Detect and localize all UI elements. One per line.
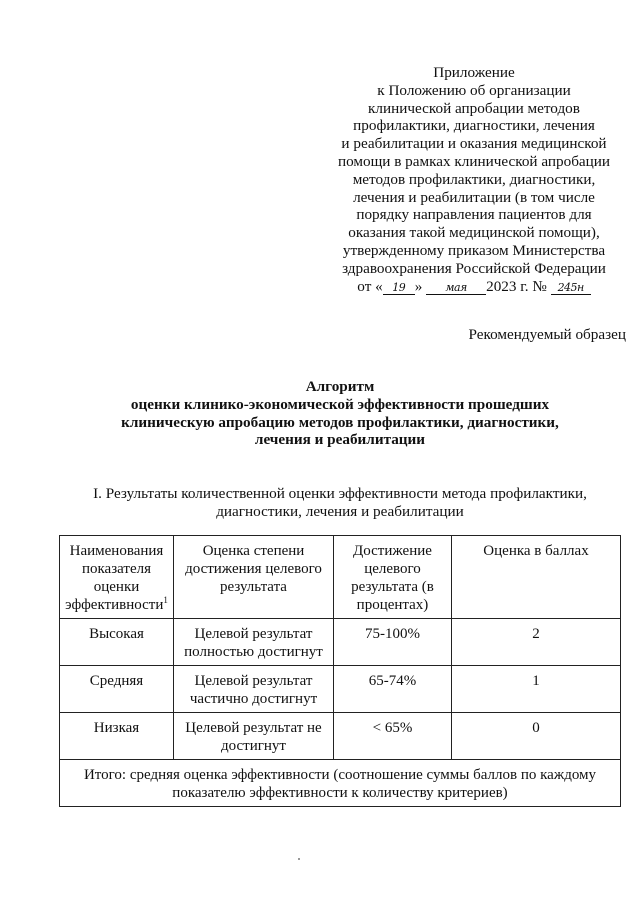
order-year: 2023 г. № [486, 277, 547, 295]
order-prefix: от « [357, 277, 383, 295]
order-mid: » [414, 277, 423, 295]
cell-level: Средняя [60, 666, 174, 713]
cell-assessment: Целевой результат не достигнут [174, 713, 334, 760]
section-line: диагностики, лечения и реабилитации [216, 502, 464, 520]
title-line: клиническую апробацию методов профилактики, диагностики, [121, 413, 559, 431]
section-line: I. Результаты количественной оценки эффективности метода профилактики, [93, 485, 587, 502]
appendix-line: Приложение [433, 64, 515, 81]
header-indicator: Наименования показателя оценки эффективности$^1$ [60, 536, 174, 619]
cell-level: Низкая [60, 713, 174, 760]
document-title [80, 378, 600, 449]
appendix-line: лечения и реабилитации (в том числе [353, 188, 595, 206]
appendix-line: и реабилитации и оказания медицинской [341, 135, 607, 153]
cell-score: 2 [452, 619, 621, 666]
recommended-sample-label: Рекомендуемый образец [468, 326, 626, 343]
section-heading [60, 485, 620, 521]
appendix-line: оказания такой медицинской помощи), [348, 224, 600, 242]
header-achievement: Достижение целевого результата (в процентах) [334, 536, 452, 619]
table-row [60, 666, 621, 713]
appendix-line: профилактики, диагностики, лечения [353, 117, 595, 135]
cell-score: 1 [452, 666, 621, 713]
cell-level: Высокая [60, 619, 174, 666]
cell-score: 0 [452, 713, 621, 760]
appendix-line: помощи в рамках клинической апробации [337, 152, 611, 170]
appendix-line: порядку направления пациентов для [356, 206, 592, 224]
cell-percent: 65-74% [334, 666, 452, 713]
cell-percent: < 65% [334, 713, 452, 760]
order-date-line [318, 278, 630, 296]
cell-assessment: Целевой результат полностью достигнут [174, 619, 334, 666]
table-row [60, 619, 621, 666]
order-number: 245н [551, 281, 591, 295]
footnote-marker: 1 [163, 595, 168, 605]
table-header-row [60, 536, 621, 619]
scan-speck [298, 858, 300, 860]
cell-assessment: Целевой результат частично достигнут [174, 666, 334, 713]
header-score: Оценка в баллах [452, 536, 621, 619]
title-line: оценки клинико-экономической эффективности прошедших [130, 395, 550, 413]
order-month: мая [426, 281, 486, 295]
total-cell: Итого: средняя оценка эффективности (соотношение суммы баллов по каждому показателю эффективности к количеству критериев) [60, 760, 621, 807]
title-line: Алгоритм [305, 378, 375, 395]
appendix-line: утвержденному приказом Министерства [342, 241, 606, 259]
title-line: лечения и реабилитации [254, 431, 426, 449]
appendix-line: здравоохранения Российской Федерации [342, 259, 606, 277]
appendix-line: методов профилактики, диагностики, [352, 170, 596, 188]
appendix-line: к Положению об организации [377, 81, 571, 99]
cell-percent: 75-100% [334, 619, 452, 666]
table-row [60, 713, 621, 760]
appendix-block [318, 64, 630, 295]
table-total-row [60, 760, 621, 807]
results-table [59, 535, 621, 807]
order-day: 19 [383, 281, 415, 295]
header-assessment: Оценка степени достижения целевого результата [174, 536, 334, 619]
appendix-line: клинической апробации методов [368, 99, 580, 117]
